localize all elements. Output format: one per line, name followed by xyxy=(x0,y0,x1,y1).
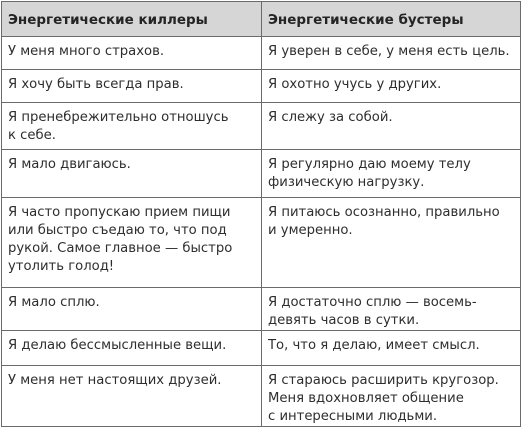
energy-comparison-table xyxy=(1,1,521,427)
killer-cell: Я мало сплю. xyxy=(2,288,262,331)
booster-cell: Я достаточно сплю — восемь- девять часов в сутки. xyxy=(262,288,521,331)
table-row xyxy=(2,331,521,366)
table-row xyxy=(2,70,521,103)
table-row xyxy=(2,198,521,288)
table-row xyxy=(2,103,521,150)
table-row xyxy=(2,288,521,331)
table-row xyxy=(2,150,521,198)
killer-cell: Я часто пропускаю прием пищи или быстро съедаю то, что под рукой. Самое главное — быстро утолить голод! xyxy=(2,198,262,288)
table-row xyxy=(2,37,521,70)
booster-cell: Я охотно учусь у других. xyxy=(262,70,521,103)
booster-cell: Я питаюсь осознанно, правильно и умеренно. xyxy=(262,198,521,288)
killer-cell: Я хочу быть всегда прав. xyxy=(2,70,262,103)
killer-cell: Я пренебрежительно отношусь к себе. xyxy=(2,103,262,150)
header-energy-boosters: Энергетические бустеры xyxy=(262,2,521,37)
table-row xyxy=(2,366,521,427)
booster-cell: Я регулярно даю моему телу физическую нагрузку. xyxy=(262,150,521,198)
header-energy-killers: Энергетические киллеры xyxy=(2,2,262,37)
killer-cell: У меня много страхов. xyxy=(2,37,262,70)
booster-cell: Я стараюсь расширить кругозор. Меня вдохновляет общение с интересными людьми. xyxy=(262,366,521,427)
killer-cell: Я мало двигаюсь. xyxy=(2,150,262,198)
booster-cell: Я слежу за собой. xyxy=(262,103,521,150)
table-header-row xyxy=(2,2,521,37)
booster-cell: То, что я делаю, имеет смысл. xyxy=(262,331,521,366)
booster-cell: Я уверен в себе, у меня есть цель. xyxy=(262,37,521,70)
killer-cell: У меня нет настоящих друзей. xyxy=(2,366,262,427)
killer-cell: Я делаю бессмысленные вещи. xyxy=(2,331,262,366)
